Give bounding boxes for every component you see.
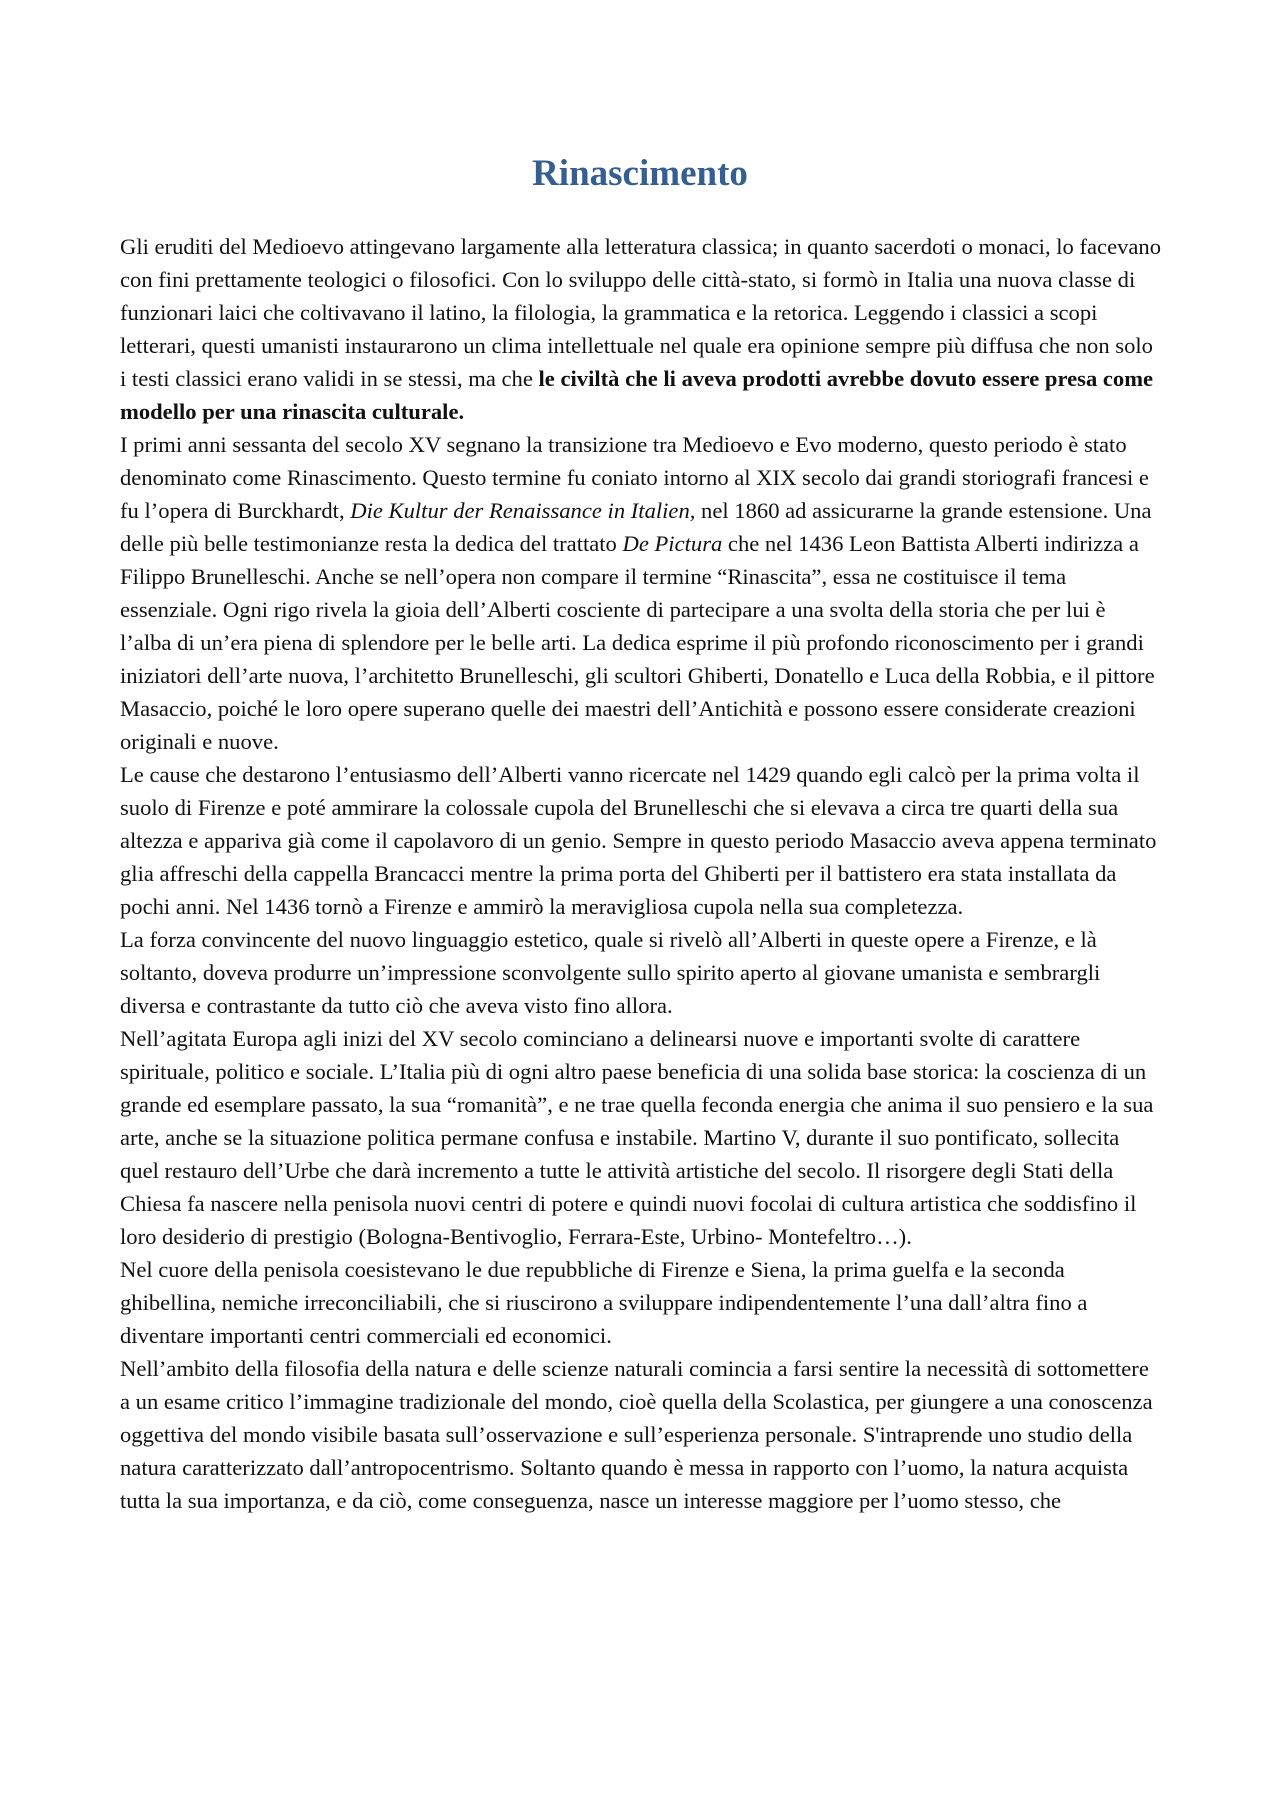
paragraph-text: I primi anni sessanta del secolo XV segnano la transizione tra Medioevo e Evo moderno, questo periodo è stato denominato come Rinascimento. Questo termine fu coniato intorno al XIX secolo dai grandi storiografi francesi e fu l’opera di Burckhardt, xyxy=(120,432,1149,523)
paragraph-text: Gli eruditi del Medioevo attingevano largamente alla letteratura classica; in quanto sacerdoti o monaci, lo facevano con fini prettamente teologici o filosofici. Con lo sviluppo delle città-stato, si formò in Italia una nuova classe di funzionari laici che coltivavano il latino, la filologia, la grammatica e la retorica. Leggendo i classici a scopi letterari, questi umanisti instaurarono un clima intellettuale nel quale era opinione sempre più diffusa che non solo i testi classici erano validi in se stessi, ma che xyxy=(120,234,1162,391)
paragraph-text: che nel 1436 Leon Battista Alberti indirizza a Filippo Brunelleschi. Anche se nell’opera non compare il termine “Rinascita”, essa ne costituisce il tema essenziale. Ogni rigo rivela la gioia dell’Alberti cosciente di partecipare a una svolta della storia che per lui è l’alba di un’era piena di splendore per le belle arti. La dedica esprime il più profondo riconoscimento per i grandi iniziatori dell’arte nuova, l’architetto Brunelleschi, gli scultori Ghiberti, Donatello e Luca della Robbia, e il pittore Masaccio, poiché le loro opere superano quelle dei maestri dell’Antichità e possono essere considerate creazioni originali e nuove. xyxy=(120,531,1155,754)
paragraph-6: Nel cuore della penisola coesistevano le due repubbliche di Firenze e Siena, la prima guelfa e la seconda ghibellina, nemiche irreconciliabili, che si riuscirono a sviluppare indipendentemente l’una dall’altra fino a diventare importanti centri commerciali ed economici. xyxy=(120,1257,1088,1348)
treatise-title-italic: De Pictura xyxy=(622,531,723,556)
paragraph-2 xyxy=(120,428,1162,758)
paragraph-7: Nell’ambito della filosofia della natura e delle scienze naturali comincia a farsi sentire la necessità di sottomettere a un esame critico l’immagine tradizionale del mondo, cioè quella della Scolastica, per giungere a una conoscenza oggettiva del mondo visibile basata sull’osservazione e sull’esperienza personale. S'intraprende uno studio della natura caratterizzato dall’antropocentrismo. Soltanto quando è messa in rapporto con l’uomo, la natura acquista tutta la sua importanza, e da ciò, come conseguenza, nasce un interesse maggiore per l’uomo stesso, che xyxy=(120,1356,1153,1513)
document-body xyxy=(120,230,1162,1517)
page-title: Rinascimento xyxy=(532,153,748,194)
book-title-italic: Die Kultur der Renaissance in Italien, xyxy=(350,498,696,523)
paragraph-4: La forza convincente del nuovo linguaggio estetico, quale si rivelò all’Alberti in queste opere a Firenze, e là soltanto, doveva produrre un’impressione sconvolgente sullo spirito aperto al giovane umanista e sembrargli diversa e contrastante da tutto ciò che aveva visto fino allora. xyxy=(120,927,1101,1018)
paragraph-3: Le cause che destarono l’entusiasmo dell’Alberti vanno ricercate nel 1429 quando egli calcò per la prima volta il suolo di Firenze e poté ammirare la colossale cupola del Brunelleschi che si elevava a circa tre quarti della sua altezza e appariva già come il capolavoro di un genio. Sempre in questo periodo Masaccio aveva appena terminato glia affreschi della cappella Brancacci mentre la prima porta del Ghiberti per il battistero era stata installata da pochi anni. Nel 1436 tornò a Firenze e ammirò la meravigliosa cupola nella sua completezza. xyxy=(120,762,1157,919)
paragraph-text: nel 1860 ad assicurarne la grande estensione. Una delle più belle testimonianze resta la dedica del trattato xyxy=(120,498,1152,556)
paragraph-1 xyxy=(120,230,1162,428)
paragraph-5: Nell’agitata Europa agli inizi del XV secolo cominciano a delinearsi nuove e importanti svolte di carattere spirituale, politico e sociale. L’Italia più di ogni altro paese beneficia di una solida base storica: la coscienza di un grande ed esemplare passato, la sua “romanità”, e ne trae quella feconda energia che anima il suo pensiero e la sua arte, anche se la situazione politica permane confusa e instabile. Martino V, durante il suo pontificato, sollecita quel restauro dell’Urbe che darà incremento a tutte le attività artistiche del secolo. Il risorgere degli Stati della Chiesa fa nascere nella penisola nuovi centri di potere e quindi nuovi focolai di cultura artistica che soddisfino il loro desiderio di prestigio (Bologna-Bentivoglio, Ferrara-Este, Urbino- Montefeltro…). xyxy=(120,1026,1154,1249)
paragraph-bold-text: le civiltà che li aveva prodotti avrebbe dovuto essere presa come modello per una rinascita culturale. xyxy=(120,366,1154,424)
